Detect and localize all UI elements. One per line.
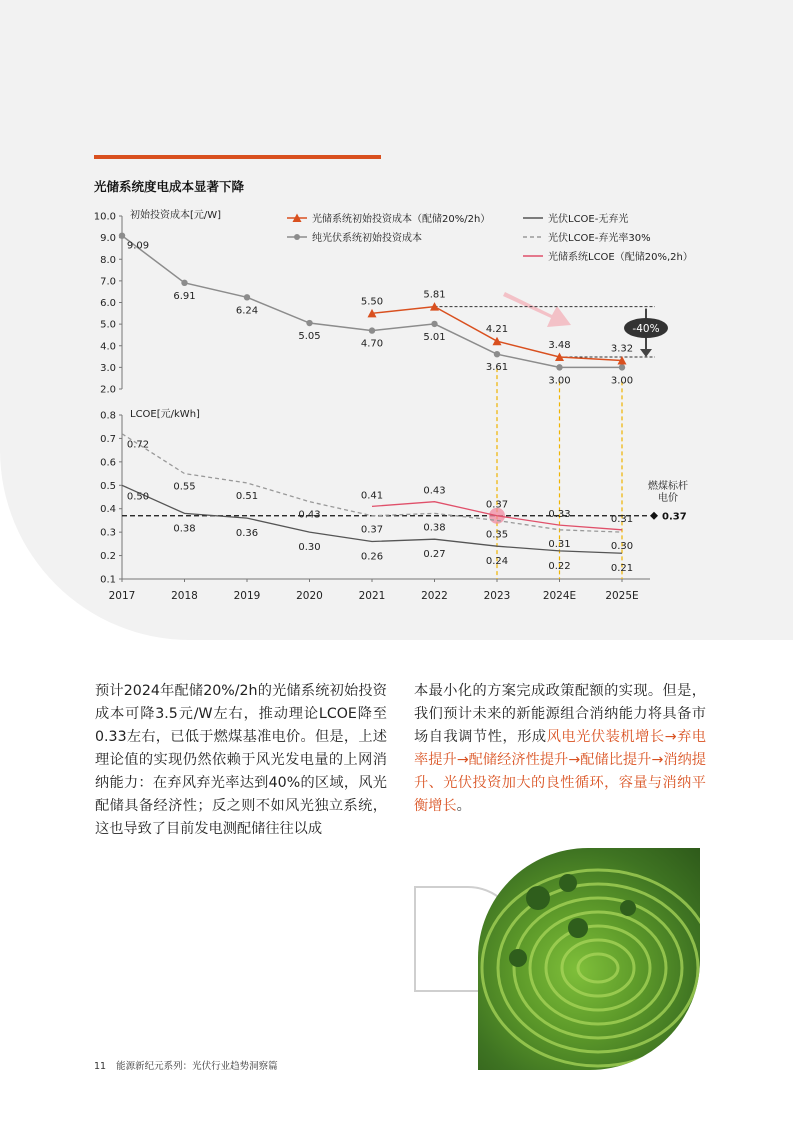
lcoe-curtail-label: 0.31 [548,538,571,550]
lcoe-nocurtail-label: 0.50 [126,491,150,503]
storage-cost-label: 3.32 [610,343,634,355]
lcoe-nocurtail-label: 0.36 [235,528,259,540]
lcoe-curtail-label: 0.30 [610,541,634,553]
bottom-y-tick-label: 0.5 [100,480,116,492]
lcoe-nocurtail-label: 0.21 [610,563,634,575]
lcoe-nocurtail-label: 0.26 [360,551,384,563]
x-tick-label: 2019 [233,590,261,602]
series-title: 能源新纪元系列：光伏行业趋势洞察篇 [116,1061,278,1072]
pv-cost-label: 5.01 [423,331,446,343]
x-tick-label: 2020 [296,590,323,602]
bottom-y-tick-label: 0.1 [100,574,116,586]
left-paragraph: 预计2024年配储20%/2h的光储系统初始投资成本可降3.5元/W左右，推动理论LCOE降至0.33左右，已低于燃煤基准电价。但是，上述理论值的实现仍然依赖于风光发电量的上网消纳能力：在弃风弃光率达到40%的区域，风光配储具备经济性；反之则不如风光独立系统，这也导致了目前发电测配储往往以成 [95,683,387,837]
bottom-y-tick-label: 0.6 [100,457,116,469]
benchmark-label-line2: 电价 [658,493,678,504]
right-paragraph-highlight: 风电光伏装机增长→弃电率提升→配储经济性提升→配储比提升→消纳提升、光伏投资加大的良性循环，容量与消纳平衡增长 [414,729,706,814]
x-tick-label: 2022 [421,590,448,602]
pv-cost-label: 9.09 [126,240,150,252]
lcoe-curtail-label: 0.38 [423,522,446,534]
benchmark-label-line1: 燃煤标杆 [648,481,688,492]
lcoe-curtail-label: 0.51 [235,490,259,502]
pv-cost-point [119,232,125,238]
x-tick-label: 2023 [483,590,511,602]
right-paragraph-end: 。 [456,798,471,814]
lcoe-storage-label: 0.37 [485,499,509,511]
pv-cost-label: 3.00 [610,375,634,387]
storage-cost-label: 3.48 [548,339,571,351]
top-y-tick-label: 4.0 [100,341,116,353]
bottom-y-tick-label: 0.3 [100,527,116,539]
lcoe-storage-label: 0.31 [610,513,634,525]
pv-cost-label: 3.61 [485,362,509,374]
lcoe-nocurtail-label: 0.27 [423,549,446,561]
pv-cost-label: 6.91 [173,290,196,302]
legend-lcoe-curtail-label: 光伏LCOE-弃光率30% [548,233,651,244]
legend-pv-cost-label: 纯光伏系统初始投资成本 [312,233,422,244]
pv-cost-point [369,327,375,333]
storage-cost-label: 4.21 [485,324,509,336]
bottom-y-tick-label: 0.2 [100,551,116,563]
pv-cost-label: 6.24 [235,305,259,317]
lcoe-nocurtail-label: 0.30 [298,542,321,554]
bottom-y-tick-label: 0.7 [100,433,116,445]
bottom-y-tick-label: 0.8 [100,410,116,422]
legend-lcoe-storage-label: 光储系统LCOE（配储20%,2h） [548,252,693,263]
page-footer [94,1058,278,1072]
lcoe-curtail-label: 0.37 [360,524,384,536]
top-y-tick-label: 6.0 [100,298,116,309]
pv-cost-label: 4.70 [360,338,384,350]
top-y-tick-label: 5.0 [100,319,116,331]
storage-cost-label: 5.81 [423,289,446,301]
top-y-tick-label: 2.0 [100,384,116,396]
top-y-tick-label: 10.0 [93,211,116,223]
trend-arrow [503,292,571,327]
figure-title: 光储系统度电成本显著下降 [94,179,245,194]
lcoe-storage-label: 0.33 [548,509,571,521]
x-tick-label: 2025E [605,590,639,602]
lcoe-storage-label: 0.41 [360,490,384,502]
top-y-tick-label: 8.0 [100,254,116,266]
page-number: 11 [94,1061,107,1072]
top-y-tick-label: 3.0 [100,362,116,374]
body-text-right [414,680,706,818]
lcoe-curtail-label: 0.72 [126,439,150,451]
reduction-arrow-head [640,349,652,357]
legend-pv-cost-marker [294,234,300,240]
tea-field-photo [478,848,700,1070]
x-tick-label: 2017 [108,590,136,602]
lcoe-curtail-label: 0.43 [298,509,321,521]
pv-cost-point [494,351,500,357]
pv-cost-point [244,294,250,300]
pv-cost-label: 3.00 [548,375,571,387]
top-y-tick-label: 9.0 [100,233,116,245]
pv-cost-point [431,321,437,327]
x-tick-label: 2021 [358,590,386,602]
right-paragraph-plain: 本最小化的方案完成政策配额的实现。但是，我们预计未来的新能源组合消纳能力将具备市场自我调节性，形成 [414,683,706,745]
storage-cost-point [493,337,502,346]
legend-lcoe-nocurtail-label: 光伏LCOE-无弃光 [548,214,629,225]
x-tick-label: 2024E [542,590,577,602]
pv-cost-point [619,364,625,370]
lcoe-nocurtail-label: 0.38 [173,523,196,535]
tea-field-pattern [478,848,700,1070]
top-y-tick-label: 7.0 [100,276,116,288]
bottom-y-axis-label: LCOE[元/kWh] [130,409,200,420]
lcoe-nocurtail-label: 0.24 [485,556,509,568]
body-text-left [95,680,387,841]
storage-cost-label: 5.50 [360,296,384,308]
lcoe-curtail-label: 0.35 [485,529,509,541]
top-y-axis-label: 初始投资成本[元/W] [130,210,222,221]
benchmark-marker [650,512,658,520]
lcoe-storage-label: 0.43 [423,485,446,497]
x-tick-label: 2018 [171,590,198,602]
pv-cost-label: 5.05 [298,331,321,343]
reduction-badge-label: -40% [632,323,660,335]
benchmark-value: 0.37 [662,511,687,523]
pv-cost-point [556,364,562,370]
lcoe-curtail-label: 0.55 [173,481,196,493]
pv-cost-point [306,320,312,326]
pv-cost-point [181,280,187,286]
lcoe-nocurtail-label: 0.22 [548,560,571,572]
legend-storage-cost-label: 光储系统初始投资成本（配储20%/2h） [312,214,491,225]
bottom-y-tick-label: 0.4 [100,504,116,516]
